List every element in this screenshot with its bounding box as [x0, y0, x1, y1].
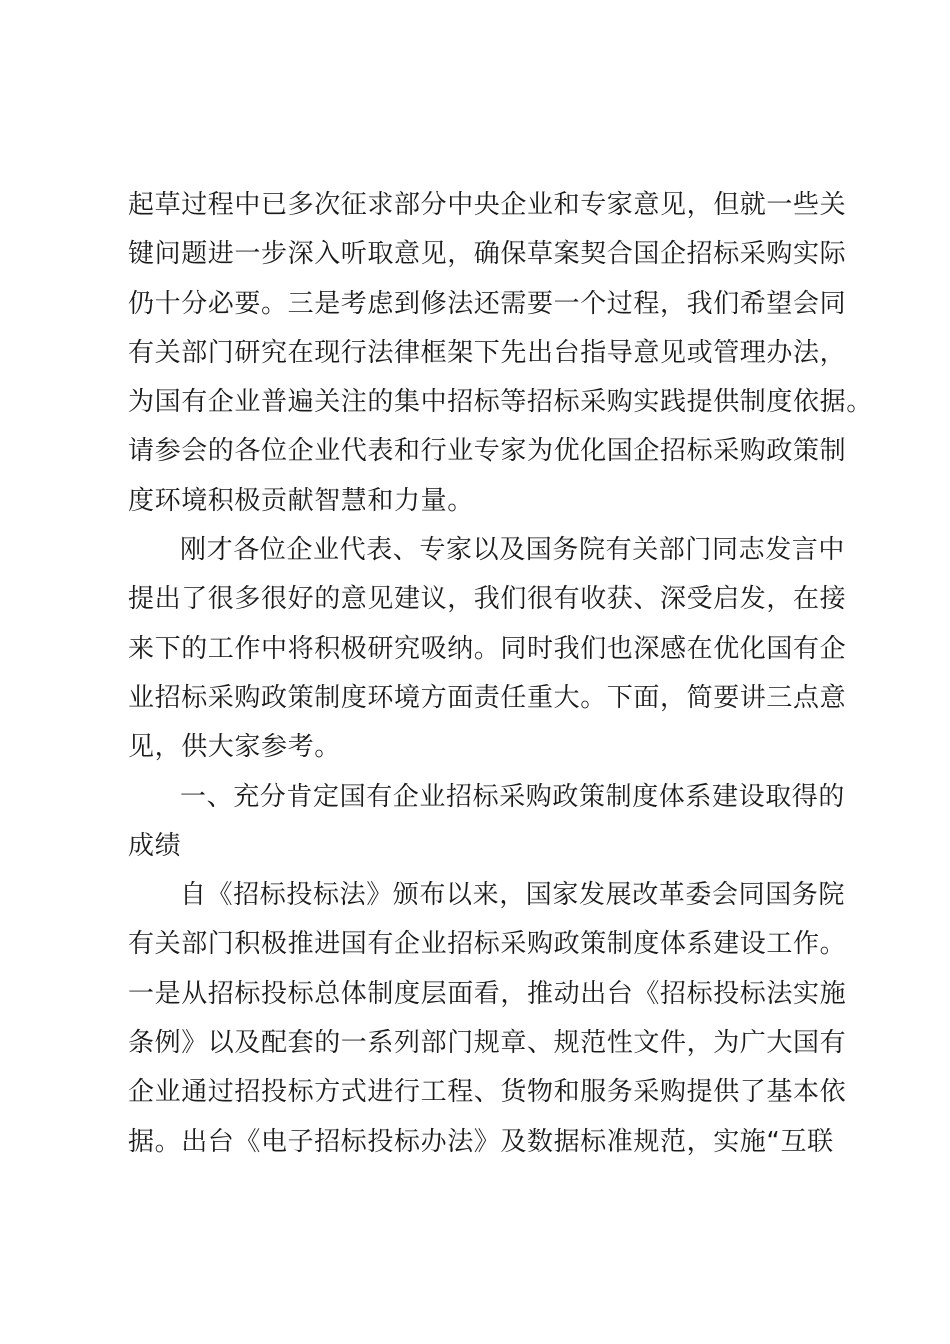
paragraph-first-line: 自《招标投标法》颁布以来，国家发展改革委会同国务院	[180, 880, 846, 911]
text-line: 有关部门研究在现行法律框架下先出台指导意见或管理办法，	[128, 337, 847, 368]
section-heading-line: 成绩	[128, 830, 182, 861]
text-line: 来下的工作中将积极研究吸纳。同时我们也深感在优化国有企	[128, 633, 847, 664]
text-line: 有关部门积极推进国有企业招标采购政策制度体系建设工作。	[128, 929, 847, 960]
text-line: 据。出台《电子招标投标办法》及数据标准规范，实施“互联	[128, 1126, 834, 1157]
text-line: 条例》以及配套的一系列部门规章、规范性文件，为广大国有	[128, 1028, 847, 1059]
text-line: 业招标采购政策制度环境方面责任重大。下面，简要讲三点意	[128, 682, 847, 713]
text-line: 见，供大家参考。	[128, 732, 341, 763]
paragraph-first-line: 刚才各位企业代表、专家以及国务院有关部门同志发言中	[180, 535, 846, 566]
text-line: 起草过程中已多次征求部分中央企业和专家意见，但就一些关	[128, 190, 847, 220]
text-line: 企业通过招投标方式进行工程、货物和服务采购提供了基本依	[128, 1077, 847, 1108]
text-line: 提出了很多很好的意见建议，我们很有收获、深受启发，在接	[128, 584, 847, 615]
text-line: 为国有企业普遍关注的集中招标等招标采购实践提供制度依据。	[128, 387, 873, 418]
text-line: 仍十分必要。三是考虑到修法还需要一个过程，我们希望会同	[128, 288, 847, 319]
body-text	[128, 181, 873, 1167]
text-line: 请参会的各位企业代表和行业专家为优化国企招标采购政策制	[128, 436, 847, 467]
text-line: 键问题进一步深入听取意见，确保草案契合国企招标采购实际	[128, 239, 847, 270]
text-line: 度环境积极贡献智慧和力量。	[128, 485, 474, 516]
section-heading-line: 一、充分肯定国有企业招标采购政策制度体系建设取得的	[180, 781, 846, 812]
text-line: 一是从招标投标总体制度层面看，推动出台《招标投标法实施	[128, 978, 847, 1009]
